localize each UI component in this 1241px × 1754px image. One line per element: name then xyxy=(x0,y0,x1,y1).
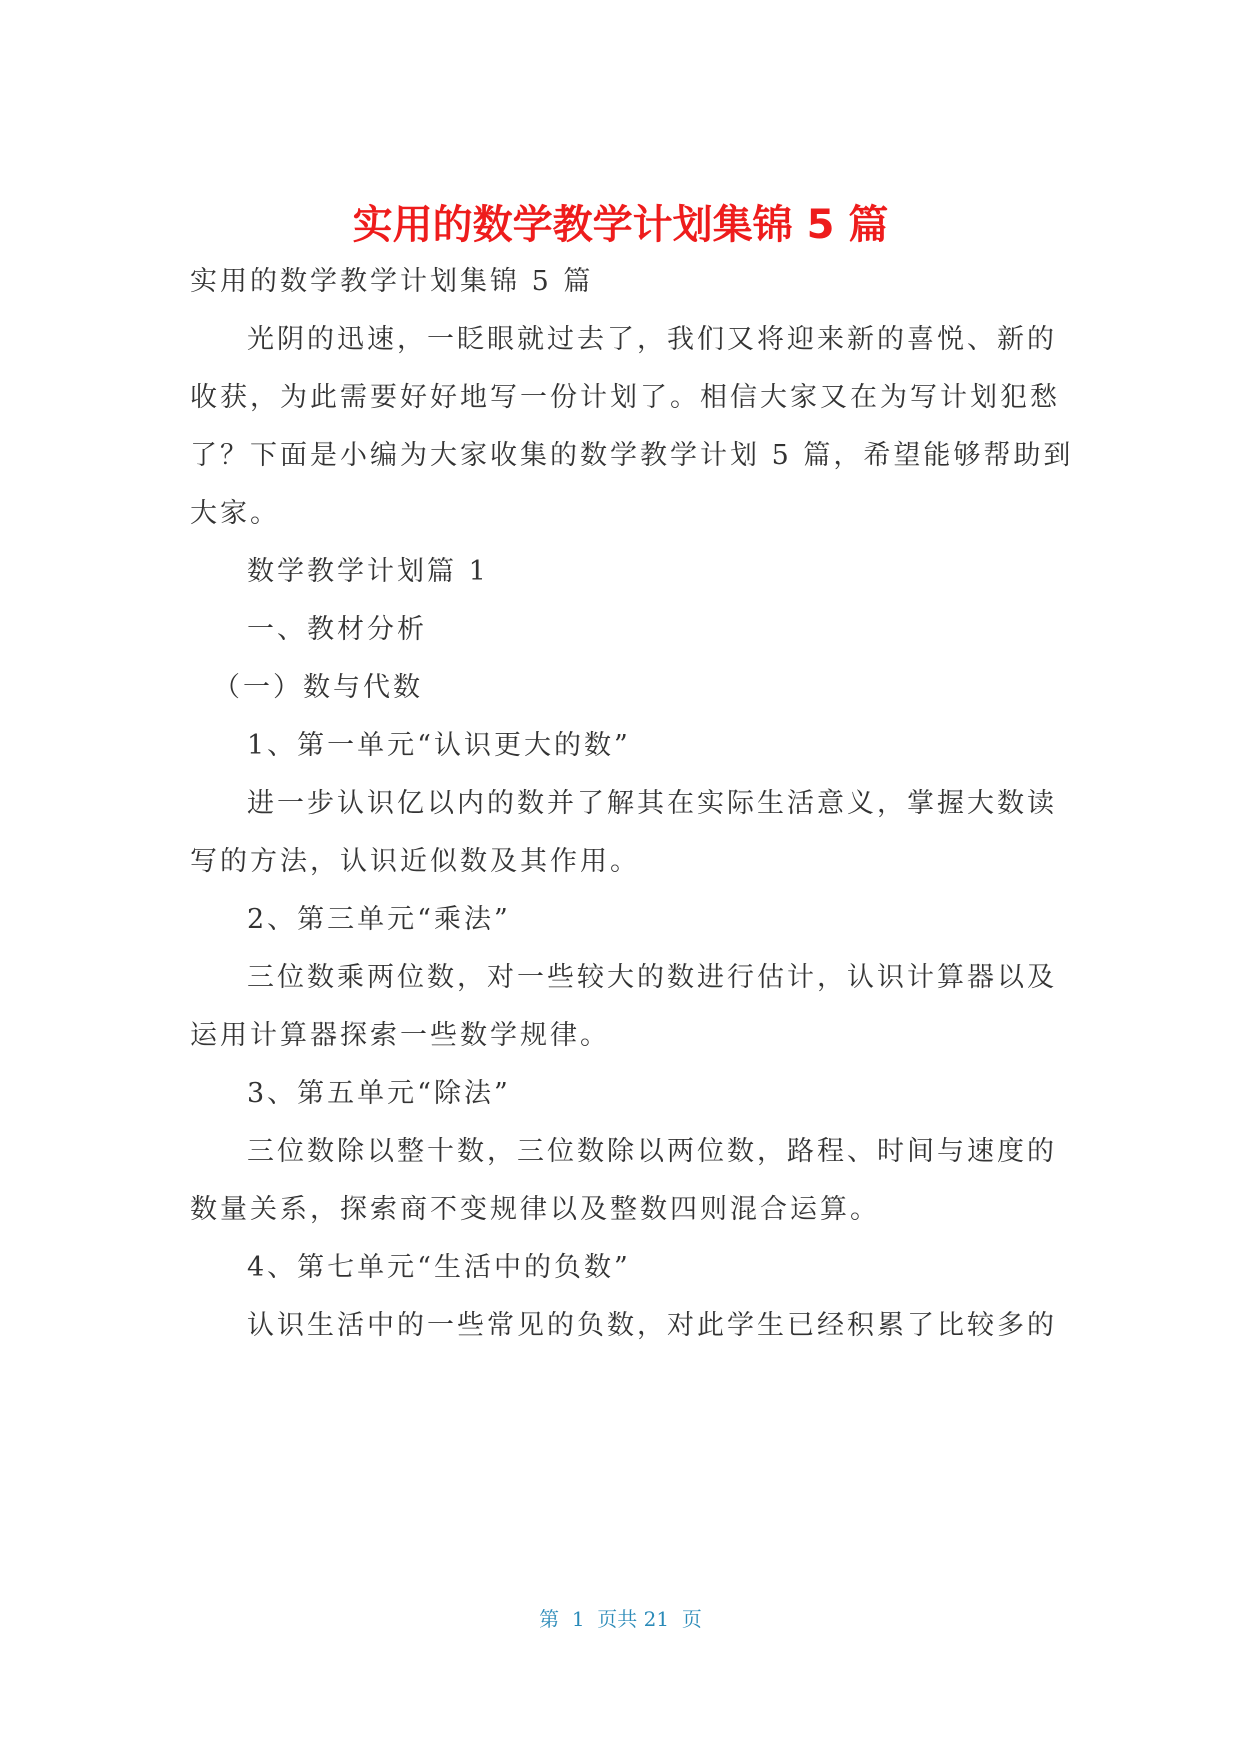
unit-heading: 1、第一单元“认识更大的数” xyxy=(247,730,631,761)
document-title: 实用的数学教学计划集锦 5 篇 xyxy=(352,202,889,248)
paragraph-line: 三位数乘两位数，对一些较大的数进行估计，认识计算器以及 xyxy=(247,962,1057,993)
paragraph-line: 收获，为此需要好好地写一份计划了。相信大家又在为写计划犯愁 xyxy=(190,382,1060,413)
paragraph-line: 认识生活中的一些常见的负数，对此学生已经积累了比较多的 xyxy=(247,1310,1057,1341)
paragraph-line: 三位数除以整十数，三位数除以两位数，路程、时间与速度的 xyxy=(247,1136,1057,1167)
paragraph-line: 光阴的迅速，一眨眼就过去了，我们又将迎来新的喜悦、新的 xyxy=(247,324,1057,355)
section-heading: 一、教材分析 xyxy=(247,614,427,645)
paragraph-line: 运用计算器探索一些数学规律。 xyxy=(190,1020,610,1051)
paragraph-line: 写的方法，认识近似数及其作用。 xyxy=(190,846,640,877)
subtitle-line: 实用的数学教学计划集锦 5 篇 xyxy=(190,266,594,297)
paragraph-line: 数量关系，探索商不变规律以及整数四则混合运算。 xyxy=(190,1194,880,1225)
unit-heading: 2、第三单元“乘法” xyxy=(247,904,511,935)
section-heading: 数学教学计划篇 1 xyxy=(247,556,489,587)
paragraph-line: 进一步认识亿以内的数并了解其在实际生活意义，掌握大数读 xyxy=(247,788,1057,819)
unit-heading: 3、第五单元“除法” xyxy=(247,1078,511,1109)
page-footer: 第 1 页共 21 页 xyxy=(539,1607,702,1631)
paragraph-line: 了？下面是小编为大家收集的数学教学计划 5 篇，希望能够帮助到 xyxy=(190,440,1074,471)
unit-heading: 4、第七单元“生活中的负数” xyxy=(247,1252,631,1283)
section-heading: （一）数与代数 xyxy=(213,672,423,703)
paragraph-line: 大家。 xyxy=(190,498,280,529)
